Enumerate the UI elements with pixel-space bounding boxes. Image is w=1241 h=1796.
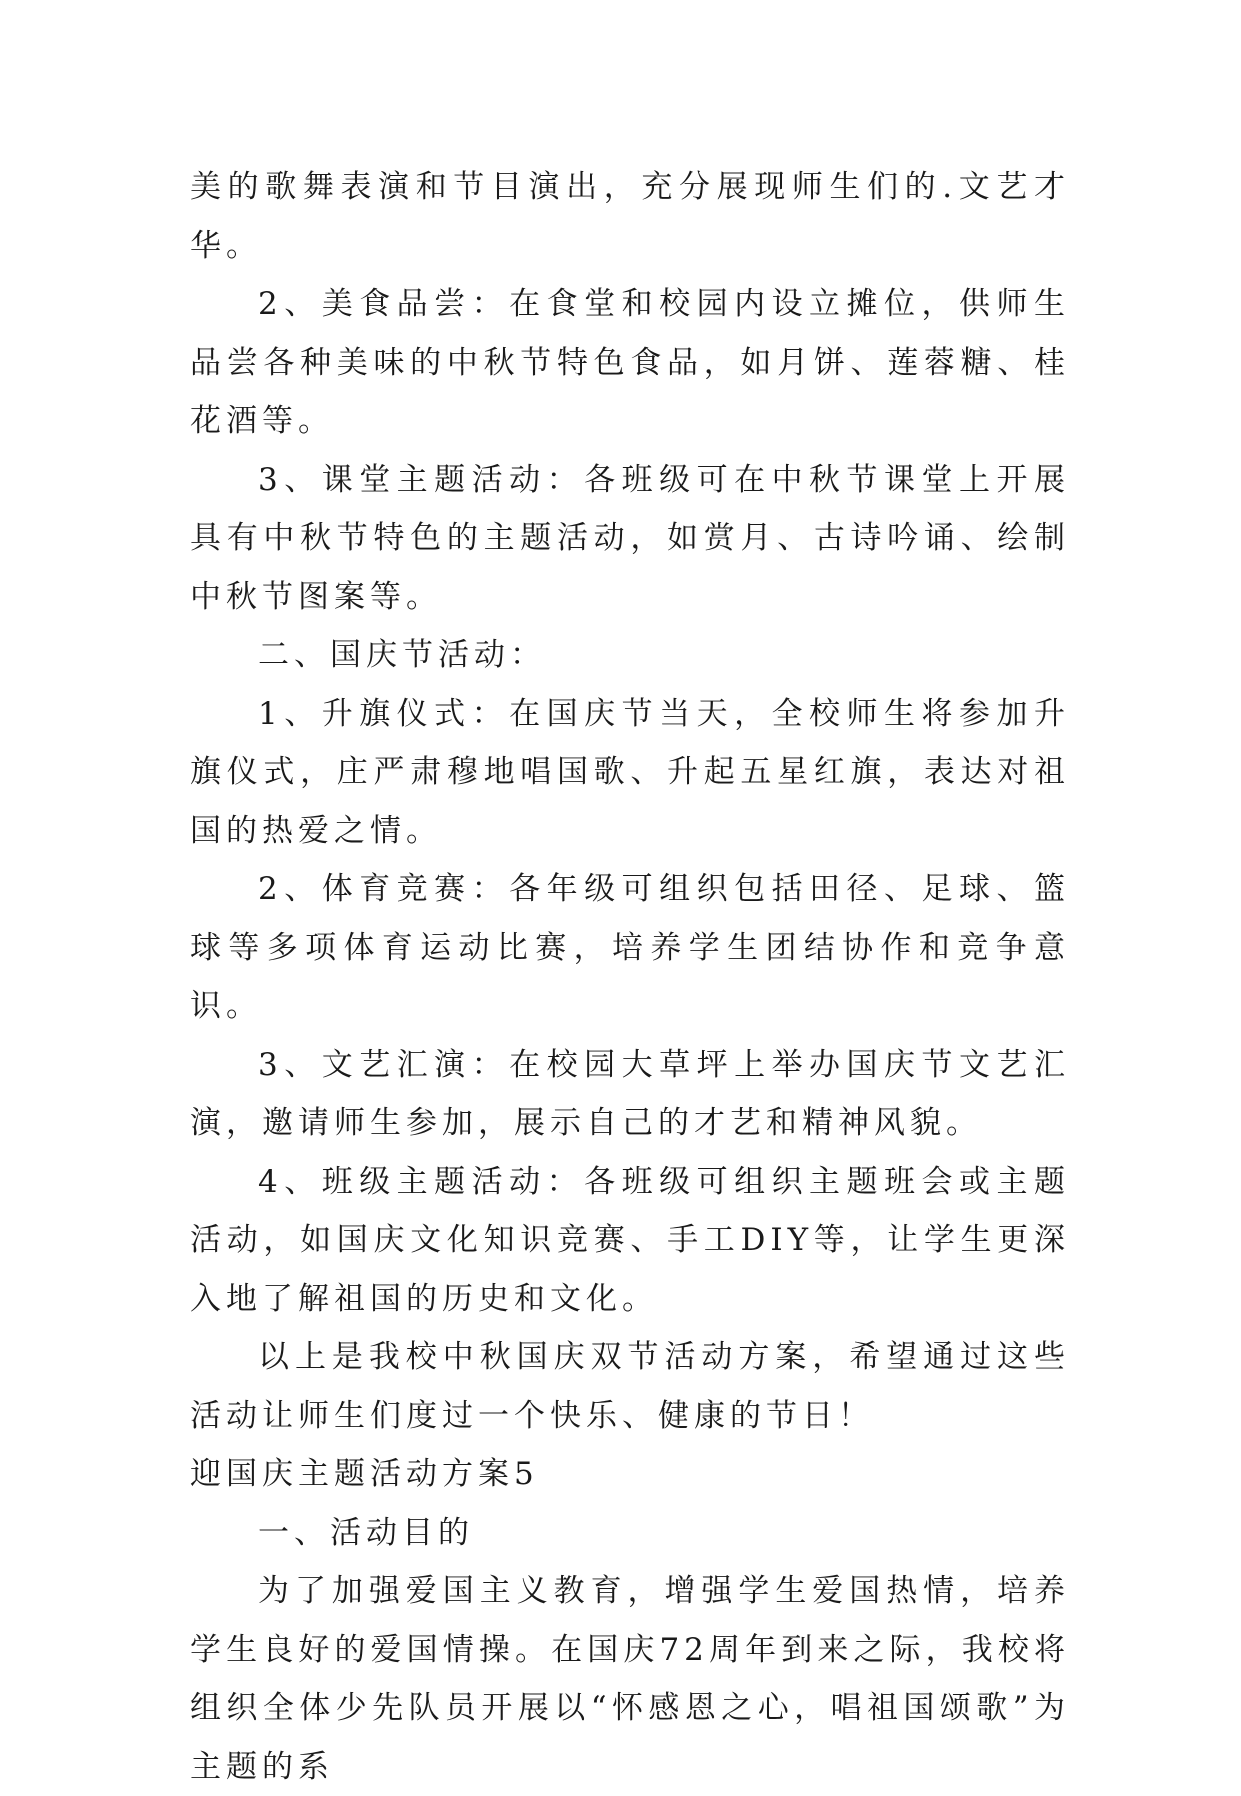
paragraph-continuation: 美的歌舞表演和节目演出，充分展现师生们的.文艺才华。 xyxy=(190,169,1070,264)
paragraph-conclusion: 以上是我校中秋国庆双节活动方案，希望通过这些活动让师生们度过一个快乐、健康的节日！ xyxy=(190,1339,1070,1434)
paragraph-class-theme-activity: 3、课堂主题活动：各班级可在中秋节课堂上开展具有中秋节特色的主题活动，如赏月、古诗吟诵、绘制中秋节图案等。 xyxy=(190,461,1070,615)
paragraph-sports-competition: 2、体育竞赛：各年级可组织包括田径、足球、篮球等多项体育运动比赛，培养学生团结协作和竞争意识。 xyxy=(190,871,1070,1024)
document-section-title: 迎国庆主题活动方案5 xyxy=(190,1456,539,1492)
section-heading-purpose: 一、活动目的 xyxy=(258,1514,474,1551)
paragraph-purpose-body: 为了加强爱国主义教育，增强学生爱国热情，培养学生良好的爱国情操。在国庆72周年到来之际，我校将组织全体少先队员开展以“怀感恩之心，唱祖国颂歌”为主题的系 xyxy=(190,1573,1070,1785)
section-heading-national-day: 二、国庆节活动： xyxy=(258,637,546,673)
document-body xyxy=(190,158,1070,1796)
paragraph-flag-raising: 1、升旗仪式：在国庆节当天，全校师生将参加升旗仪式，庄严肃穆地唱国歌、升起五星红旗，表达对祖国的热爱之情。 xyxy=(190,695,1070,849)
paragraph-food-tasting: 2、美食品尝：在食堂和校园内设立摊位，供师生品尝各种美味的中秋节特色食品，如月饼、莲蓉糖、桂花酒等。 xyxy=(190,286,1070,439)
paragraph-class-activity: 4、班级主题活动：各班级可组织主题班会或主题活动，如国庆文化知识竞赛、手工DIY等，让学生更深入地了解祖国的历史和文化。 xyxy=(190,1163,1070,1317)
paragraph-art-performance: 3、文艺汇演：在校园大草坪上举办国庆节文艺汇演，邀请师生参加，展示自己的才艺和精神风貌。 xyxy=(190,1046,1070,1141)
